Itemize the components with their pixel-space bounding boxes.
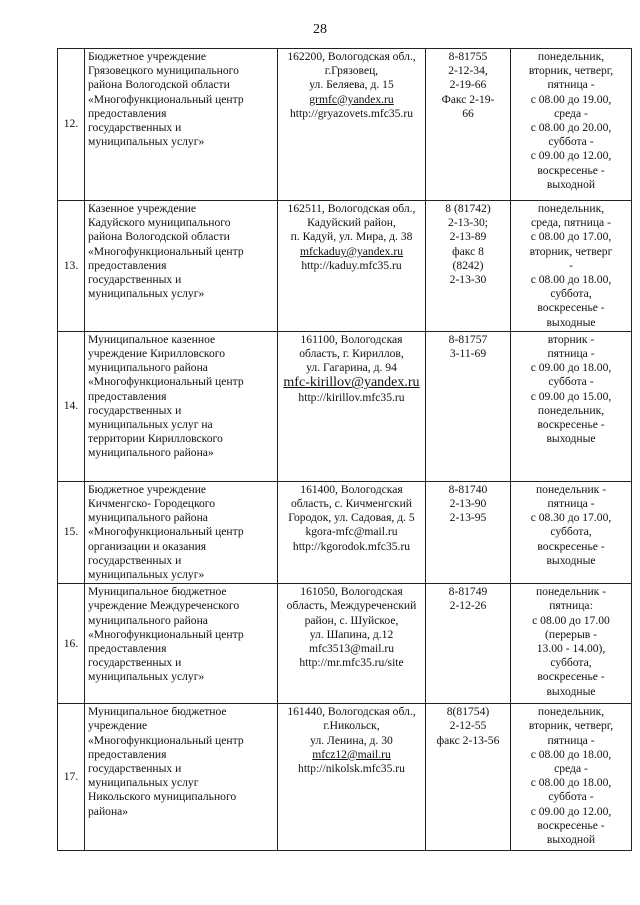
institution-name: Казенное учреждение Кадуйского муниципального района Вологодской области «Многофункциональный центр предоставления государственных и муниципальных услуг» bbox=[85, 201, 278, 332]
row-number: 14. bbox=[58, 331, 85, 481]
table-row bbox=[58, 584, 632, 704]
row-number: 15. bbox=[58, 481, 85, 583]
institution-name: Бюджетное учреждение Грязовецкого муниципального района Вологодской области «Многофункциональный центр предоставления государственных и муниципальных услуг» bbox=[85, 49, 278, 201]
website-link[interactable]: http://kirillov.mfc35.ru bbox=[298, 391, 405, 405]
mfc-registry-table bbox=[57, 48, 632, 851]
website-link[interactable]: http://mr.mfc35.ru/site bbox=[299, 656, 404, 670]
institution-address: 162200, Вологодская обл., г.Грязовец, ул. Беляева, д. 15 grmfc@yandex.ru http://gryazovets.mfc35.ru bbox=[278, 49, 426, 201]
table-row bbox=[58, 481, 632, 583]
email-link[interactable]: grmfc@yandex.ru bbox=[309, 92, 394, 106]
table-row bbox=[58, 201, 632, 332]
table-row bbox=[58, 49, 632, 201]
working-hours: понедельник, среда, пятница - с 08.00 до 17.00, вторник, четверг - с 08.00 до 18.00, суббота, воскресенье - выходные bbox=[511, 201, 632, 332]
phone-numbers: 8 (81742) 2-13-30; 2-13-89 факс 8 (8242) 2-13-30 bbox=[426, 201, 511, 332]
website-link[interactable]: http://nikolsk.mfc35.ru bbox=[298, 762, 405, 776]
website-link[interactable]: http://gryazovets.mfc35.ru bbox=[290, 106, 413, 120]
institution-address: 161440, Вологодская обл., г.Никольск, ул. Ленина, д. 30 mfcz12@mail.ru http://nikolsk.mfc35.ru bbox=[278, 704, 426, 851]
row-number: 12. bbox=[58, 49, 85, 201]
institution-address: 161050, Вологодская область, Междуреченский район, с. Шуйское, ул. Шапина, д.12 mfc3513@mail.ru http://mr.mfc35.ru/site bbox=[278, 584, 426, 704]
institution-address: 161400, Вологодская область, с. Кичменгский Городок, ул. Садовая, д. 5 kgora-mfc@mail.ru http://kgorodok.mfc35.ru bbox=[278, 481, 426, 583]
row-number: 16. bbox=[58, 584, 85, 704]
institution-name: Муниципальное бюджетное учреждение «Многофункциональный центр предоставления государственных и муниципальных услуг Никольского муниципального района» bbox=[85, 704, 278, 851]
email-link[interactable]: mfckaduy@yandex.ru bbox=[299, 244, 404, 258]
institution-name: Бюджетное учреждение Кичменгско- Городецкого муниципального района «Многофункциональный центр организации и оказания государственных и муниципальных услуг» bbox=[85, 481, 278, 583]
website-link[interactable]: http://kgorodok.mfc35.ru bbox=[292, 539, 411, 553]
phone-numbers: 8-81755 2-12-34, 2-19-66 Факс 2-19- 66 bbox=[426, 49, 511, 201]
email-link[interactable]: mfc-kirillov@yandex.ru bbox=[283, 375, 420, 391]
phone-numbers: 8(81754) 2-12-55 факс 2-13-56 bbox=[426, 704, 511, 851]
row-number: 13. bbox=[58, 201, 85, 332]
institution-name: Муниципальное бюджетное учреждение Междуреченского муниципального района «Многофункциональный центр предоставления государственных и муниципальных услуг» bbox=[85, 584, 278, 704]
phone-numbers: 8-81757 3-11-69 bbox=[426, 331, 511, 481]
working-hours: понедельник - пятница - с 08.30 до 17.00, суббота, воскресенье - выходные bbox=[511, 481, 632, 583]
table-row bbox=[58, 704, 632, 851]
working-hours: понедельник, вторник, четверг, пятница - с 08.00 до 18.00, среда - с 08.00 до 18.00, суббота - с 09.00 до 12.00, воскресенье - выходной bbox=[511, 704, 632, 851]
table-row bbox=[58, 331, 632, 481]
institution-address: 162511, Вологодская обл., Кадуйский район, п. Кадуй, ул. Мира, д. 38 mfckaduy@yandex.ru http://kaduy.mfc35.ru bbox=[278, 201, 426, 332]
email-link[interactable]: mfcz12@mail.ru bbox=[312, 747, 391, 761]
institution-address: 161100, Вологодская область, г. Кириллов, ул. Гагарина, д. 94 mfc-kirillov@yandex.ru http://kirillov.mfc35.ru bbox=[278, 331, 426, 481]
institution-name: Муниципальное казенное учреждение Кирилловского муниципального района «Многофункциональный центр предоставления государственных и муниципальных услуг на территории Кирилловского муниципального района» bbox=[85, 331, 278, 481]
email-link[interactable]: mfc3513@mail.ru bbox=[308, 642, 395, 656]
website-link[interactable]: http://kaduy.mfc35.ru bbox=[301, 258, 402, 272]
working-hours: понедельник - пятница: с 08.00 до 17.00 (перерыв - 13.00 - 14.00), суббота, воскресенье - выходные bbox=[511, 584, 632, 704]
phone-numbers: 8-81740 2-13-90 2-13-95 bbox=[426, 481, 511, 583]
email-link[interactable]: kgora-mfc@mail.ru bbox=[305, 525, 398, 539]
row-number: 17. bbox=[58, 704, 85, 851]
page-number: 28 bbox=[313, 22, 327, 37]
phone-numbers: 8-81749 2-12-26 bbox=[426, 584, 511, 704]
working-hours: понедельник, вторник, четверг, пятница - с 08.00 до 19.00, среда - с 08.00 до 20.00, суббота - с 09.00 до 12.00, воскресенье - выходной bbox=[511, 49, 632, 201]
working-hours: вторник - пятница - с 09.00 до 18.00, суббота - с 09.00 до 15.00, понедельник, воскресенье - выходные bbox=[511, 331, 632, 481]
